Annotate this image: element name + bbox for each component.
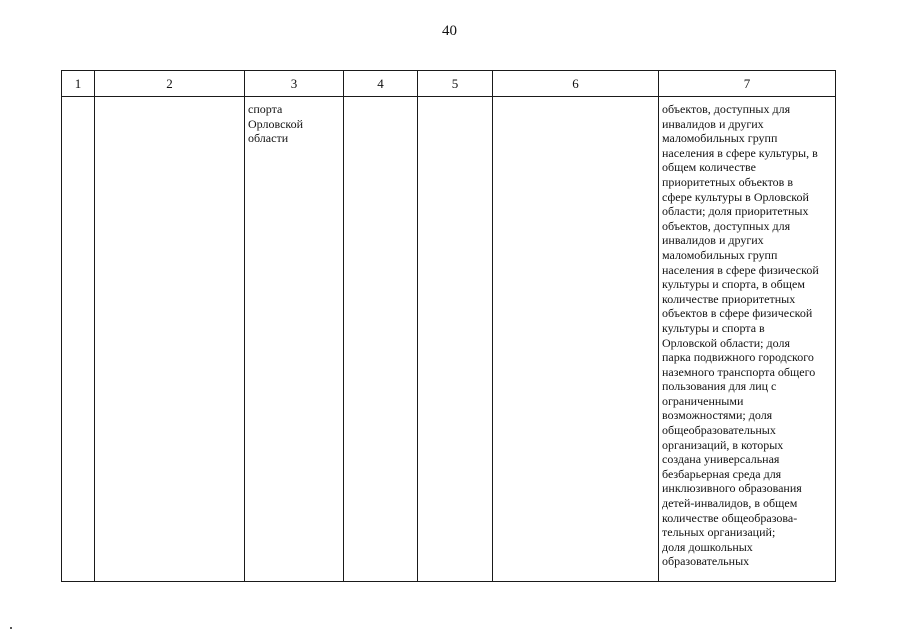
cell-text-col6 bbox=[493, 97, 658, 102]
column-header-6: 6 bbox=[493, 71, 659, 97]
table-row bbox=[62, 97, 836, 582]
cell-text-col2 bbox=[95, 97, 244, 102]
table-cell-col2 bbox=[95, 97, 245, 582]
table-cell-col5 bbox=[418, 97, 493, 582]
cell-text-col3: спорта Орловской области bbox=[248, 102, 304, 146]
scan-speck bbox=[10, 627, 12, 629]
column-header-7: 7 bbox=[659, 71, 836, 97]
cell-text-col1 bbox=[62, 97, 94, 102]
table-cell-col1 bbox=[62, 97, 95, 582]
table-cell-col6 bbox=[493, 97, 659, 582]
table-cell-col3 bbox=[245, 97, 344, 582]
page-number: 40 bbox=[442, 23, 457, 39]
cell-text-col7: объектов, доступных для инвалидов и других маломобильных групп населения в сфере культуры, в общем количестве приоритетных объектов в сфере культуры в Орловской области; доля приоритетных объектов, доступных для инвалидов и других маломобильных групп населения в сфере физической культуры и спорта, в общем количестве приоритетных объектов в сфере физической культуры и спорта в Орловской области; доля парка подвижного городского наземного транспорта общего пользования для лиц с ограниченными возможностями; доля общеобразовательных организаций, в которых создана универсальная безбарьерная среда для инклюзивного образования детей-инвалидов, в общем количестве общеобразова- тельных организаций; доля дошкольных образовательных bbox=[662, 102, 819, 569]
document-table bbox=[61, 70, 836, 582]
column-header-3: 3 bbox=[245, 71, 344, 97]
cell-text-col5 bbox=[418, 97, 492, 102]
table-cell-col4 bbox=[344, 97, 418, 582]
cell-text-col4 bbox=[344, 97, 417, 102]
column-header-5: 5 bbox=[418, 71, 493, 97]
table-cell-col7 bbox=[659, 97, 836, 582]
column-header-4: 4 bbox=[344, 71, 418, 97]
table-header-row bbox=[62, 71, 836, 97]
column-header-2: 2 bbox=[95, 71, 245, 97]
column-header-1: 1 bbox=[62, 71, 95, 97]
